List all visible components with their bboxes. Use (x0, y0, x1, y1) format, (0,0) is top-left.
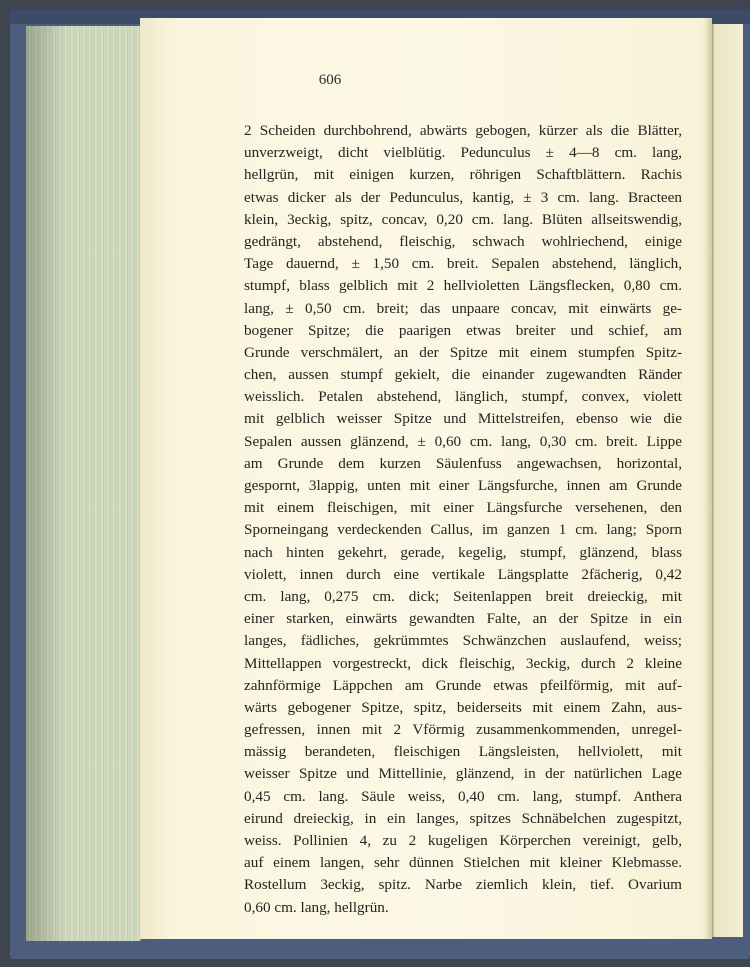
text-line: Grunde verschmälert, an der Spitze mit einem stumpfen Spitz- (244, 343, 682, 361)
text-line: gedrängt, abstehend, fleischig, schwach wohlriechend, einige (244, 232, 682, 250)
text-line: Tage dauernd, ± 1,50 cm. breit. Sepalen abstehend, länglich, (244, 255, 682, 273)
text-line: weiss. Pollinien 4, zu 2 kugeligen Körperchen vereinigt, gelb, (244, 832, 682, 849)
text-line: Sporneingang verdeckenden Callus, im ganzen 1 cm. lang; Sporn (244, 521, 682, 539)
text-line: violett, innen durch eine vertikale Längsplatte 2fächerig, 0,42 (244, 565, 682, 583)
text-line: nach hinten gekehrt, gerade, kegelig, stumpf, glänzend, blass (244, 543, 682, 561)
text-line: weisslich. Petalen abstehend, länglich, stumpf, convex, violett (244, 388, 682, 406)
body-text (244, 120, 682, 919)
text-line: 0,45 cm. lang. Säule weiss, 0,40 cm. lang, stumpf. Anthera (244, 787, 682, 805)
text-line: auf einem langen, sehr dünnen Stielchen mit kleiner Klebmasse. (244, 854, 682, 872)
text-line: gefressen, innen mit 2 Vförmig zusammenkommenden, unregel- (244, 721, 682, 739)
text-line: mässig berandeten, fleischigen Längsleisten, hellviolett, mit (244, 743, 682, 761)
text-line: weisser Spitze und Mittellinie, glänzend, in der natürlichen Lage (244, 765, 682, 783)
text-line: mit gelblich weisser Spitze und Mittelstreifen, ebenso wie die (244, 410, 682, 428)
text-line: 2 Scheiden durchbohrend, abwärts gebogen, kürzer als die Blätter, (244, 122, 682, 139)
text-line: etwas dicker als der Pedunculus, kantig, ± 3 cm. lang. Bracteen (244, 188, 682, 206)
text-line: gespornt, 3lappig, unten mit einer Längsfurche, innen am Grunde (244, 477, 682, 494)
text-line: chen, aussen stumpf gekielt, die einander zugewandten Ränder (244, 366, 682, 384)
text-line: unverzweigt, dicht vielblütig. Pedunculus ± 4—8 cm. lang, (244, 144, 682, 162)
text-line: lang, ± 0,50 cm. breit; das unpaare concav, mit einwärts ge- (244, 299, 682, 317)
text-line: zahnförmige Läppchen am Grunde etwas pfeilförmig, mit auf- (244, 676, 682, 694)
text-line: Sepalen aussen glänzend, ± 0,60 cm. lang, 0,30 cm. breit. Lippe (244, 432, 682, 450)
page-number: 606 (318, 72, 342, 88)
text-line: mit einem fleischigen, mit einer Längsfurche versehenen, den (244, 499, 682, 517)
text-line: cm. lang, 0,275 cm. dick; Seitenlappen breit dreieckig, mit (244, 587, 682, 605)
text-line: Mittellappen vorgestreckt, dick fleischig, 3eckig, durch 2 kleine (244, 654, 682, 672)
text-line: hellgrün, mit einigen kurzen, röhrigen Schaftblättern. Rachis (244, 166, 682, 184)
text-line: langes, fädliches, gekrümmtes Schwänzchen auslaufend, weiss; (244, 632, 682, 650)
gutter-shadow (704, 18, 714, 939)
text-line: Rostellum 3eckig, spitz. Narbe ziemlich klein, tief. Ovarium (244, 876, 682, 894)
text-line: einer starken, einwärts gewandten Falte, an der Spitze in ein (244, 610, 682, 628)
text-line: am Grunde dem kurzen Säulenfuss angewachsen, horizontal, (244, 454, 682, 472)
text-line: eirund dreieckig, in ein langes, spitzes Schnäbelchen zugespitzt, (244, 809, 682, 827)
text-line: klein, 3eckig, spitz, concav, 0,20 cm. lang. Blüten allseitswendig, (244, 210, 682, 228)
text-line: stumpf, blass gelblich mit 2 hellvioletten Längsflecken, 0,80 cm. (244, 277, 682, 295)
text-line: wärts gebogener Spitze, spitz, beiderseits mit einem Zahn, aus- (244, 698, 682, 716)
text-line: 0,60 cm. lang, hellgrün. (244, 898, 389, 916)
text-line: bogener Spitze; die paarigen etwas breiter und schief, am (244, 321, 682, 339)
facing-page-edge (712, 24, 743, 937)
page-edges-shadow (26, 26, 66, 941)
